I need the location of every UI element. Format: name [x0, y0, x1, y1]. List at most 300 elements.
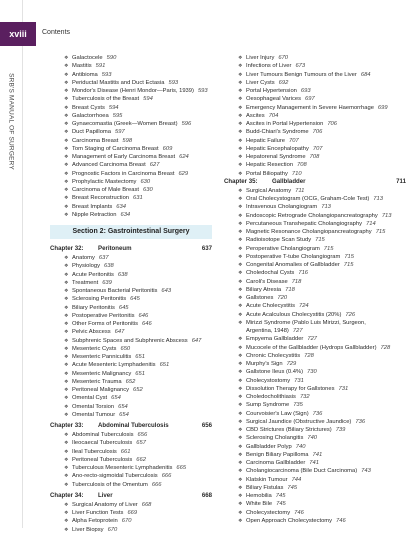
toc-entry-label	[72, 337, 201, 345]
toc-entry-title: White Bile	[246, 501, 273, 508]
toc-entry-title: Empyema Gallbladder	[246, 336, 304, 343]
toc-entry[interactable]	[50, 279, 212, 287]
toc-entry-page: 693	[300, 88, 311, 94]
diamond-bullet-icon: ❖	[238, 394, 243, 400]
diamond-bullet-icon: ❖	[64, 345, 69, 352]
toc-entry-page: 746	[336, 517, 346, 524]
toc-entry-title: Open Approach Cholecystectomy	[246, 517, 333, 524]
toc-entry[interactable]	[224, 261, 406, 269]
toc-entry-title: Peritoneal Malignancy	[72, 387, 130, 393]
toc-entry-page: 715	[375, 229, 386, 235]
toc-entry[interactable]	[224, 335, 406, 343]
toc-entry[interactable]	[224, 71, 406, 79]
toc-entry-title: Oral Cholecystogram (OCG, Graham-Cole Test)	[246, 196, 370, 202]
toc-entry-page: 630	[140, 178, 151, 185]
diamond-bullet-icon: ❖	[238, 96, 243, 103]
toc-entry-page: 724	[298, 303, 309, 310]
toc-entry[interactable]	[224, 319, 406, 327]
toc-entry[interactable]	[50, 170, 212, 178]
toc-entry[interactable]	[224, 344, 406, 352]
toc-entry-label	[72, 472, 171, 480]
toc-entry-page: 711	[295, 187, 305, 194]
toc-entry-title: Endoscopic Retrograde Cholangiopancreatography	[246, 212, 378, 219]
toc-entry-label	[246, 137, 299, 145]
toc-entry[interactable]	[224, 302, 406, 310]
toc-entry-page: 657	[136, 440, 146, 447]
toc-entry[interactable]	[224, 484, 406, 492]
toc-entry-title: Carcinoma Breast	[72, 137, 119, 144]
toc-entry-title: Ascites	[246, 112, 265, 119]
toc-entry-title: Acute Acalculous Cholecystitis (20%)	[246, 311, 342, 318]
toc-entry[interactable]	[224, 509, 406, 517]
toc-entry-title: Mucocele of the Gallbladder (Hydrops Gallbladder)	[246, 344, 377, 351]
chapter-title: Peritoneum	[98, 245, 132, 252]
toc-entry[interactable]	[50, 320, 212, 328]
diamond-bullet-icon: ❖	[238, 501, 243, 508]
toc-entry[interactable]	[224, 311, 406, 319]
toc-entry-title: Magnetic Resonance Cholangiopancreatography	[246, 229, 372, 235]
toc-entry[interactable]	[224, 327, 406, 335]
toc-entry[interactable]	[224, 153, 406, 161]
diamond-bullet-icon: ❖	[64, 288, 69, 294]
toc-entry[interactable]	[50, 411, 212, 419]
toc-entry[interactable]	[50, 120, 212, 128]
diamond-bullet-icon: ❖	[238, 187, 243, 194]
chapter-title: Liver	[98, 491, 113, 499]
toc-entry-label	[246, 228, 385, 236]
toc-entry[interactable]	[224, 228, 406, 236]
toc-entry-title: Cholecystectomy	[246, 509, 291, 516]
toc-entry[interactable]	[224, 426, 406, 434]
toc-entry[interactable]	[50, 378, 212, 386]
toc-entry[interactable]	[50, 370, 212, 378]
toc-entry-page: 651	[135, 354, 145, 360]
toc-entry-title: Liver Injury	[246, 55, 275, 61]
toc-entry-title: Biliary Atresia	[246, 286, 282, 293]
toc-entry-label	[246, 95, 315, 103]
toc-entry-title: Omental Cyst	[72, 395, 108, 402]
toc-entry[interactable]	[224, 220, 406, 228]
toc-entry[interactable]	[50, 104, 212, 112]
diamond-bullet-icon: ❖	[238, 220, 243, 227]
toc-entry-page: 596	[181, 121, 192, 127]
diamond-bullet-icon: ❖	[64, 79, 69, 86]
toc-entry-page: 728	[304, 352, 314, 359]
toc-entry-page: 662	[136, 456, 146, 463]
toc-entry-title: Caroli's Disease	[246, 278, 288, 285]
toc-entry-title: Breast Reconstruction	[72, 195, 130, 202]
toc-entry[interactable]	[50, 153, 212, 161]
toc-entry-label	[246, 500, 286, 508]
diamond-bullet-icon: ❖	[64, 178, 69, 185]
toc-entry-page: 726	[345, 311, 356, 318]
toc-entry-title: Mirizzi Syndrome (Pablo Luis Mirizzi, Surgeon,	[246, 319, 366, 326]
toc-entry-page: 629	[178, 170, 189, 177]
diamond-bullet-icon: ❖	[64, 387, 69, 393]
diamond-bullet-icon: ❖	[64, 211, 69, 218]
toc-entry[interactable]	[224, 145, 406, 153]
chapter-label: Chapter 34:	[50, 491, 84, 499]
toc-entry-page: 624	[179, 154, 189, 160]
toc-entry[interactable]	[224, 368, 406, 376]
toc-entry[interactable]	[50, 526, 212, 534]
toc-entry[interactable]	[224, 236, 406, 244]
toc-entry-label	[72, 481, 162, 489]
toc-entry[interactable]	[50, 87, 212, 95]
toc-entry-page: 631	[133, 195, 143, 202]
toc-entry-label	[246, 434, 317, 442]
diamond-bullet-icon: ❖	[64, 312, 69, 319]
chapter-heading[interactable]	[50, 245, 212, 254]
diamond-bullet-icon: ❖	[238, 361, 243, 367]
diamond-bullet-icon: ❖	[64, 370, 69, 377]
toc-entry[interactable]	[224, 278, 406, 286]
toc-entry-title: Portal Hypertension	[246, 88, 297, 94]
toc-entry-title: Murphy's Sign	[246, 361, 283, 367]
toc-entry[interactable]	[50, 178, 212, 186]
toc-entry-title: Peroperative Cholangiogram	[246, 245, 320, 252]
toc-entry-label	[246, 360, 296, 368]
diamond-bullet-icon: ❖	[238, 377, 243, 384]
diamond-bullet-icon: ❖	[64, 329, 69, 336]
diamond-bullet-icon: ❖	[64, 121, 69, 127]
toc-entry-label	[72, 95, 153, 103]
toc-entry[interactable]	[50, 481, 212, 489]
toc-entry-title: Liver Cysts	[246, 79, 275, 86]
toc-entry[interactable]	[50, 145, 212, 153]
diamond-bullet-icon: ❖	[64, 104, 69, 111]
toc-entry-page: 731	[294, 377, 304, 384]
diamond-bullet-icon: ❖	[238, 435, 243, 442]
toc-entry[interactable]	[224, 79, 406, 87]
diamond-bullet-icon: ❖	[64, 510, 69, 516]
diamond-bullet-icon: ❖	[238, 295, 243, 301]
toc-entry[interactable]	[50, 312, 212, 320]
toc-entry[interactable]	[224, 401, 406, 409]
toc-entry-title: Postoperative Peritonitis	[72, 312, 135, 319]
toc-entry-label	[246, 467, 371, 475]
toc-entry[interactable]	[50, 345, 212, 353]
toc-entry[interactable]	[50, 439, 212, 447]
spine-book-title: SRB'S MANUAL OF SURGERY	[7, 73, 15, 170]
toc-entry-page: 634	[116, 203, 126, 210]
toc-entry[interactable]	[224, 443, 406, 451]
toc-entry-label	[246, 153, 319, 161]
toc-entry[interactable]	[224, 95, 406, 103]
toc-entry-label	[72, 271, 128, 279]
toc-entry[interactable]	[224, 418, 406, 426]
diamond-bullet-icon: ❖	[64, 321, 69, 327]
diamond-bullet-icon: ❖	[238, 170, 243, 177]
toc-entry-title: Pelvic Abscess	[72, 329, 111, 336]
toc-entry[interactable]	[50, 262, 212, 270]
toc-entry[interactable]	[50, 194, 212, 202]
toc-entry[interactable]	[224, 54, 406, 62]
toc-entry-title: Oesophageal Varices	[246, 96, 301, 103]
toc-entry[interactable]	[224, 62, 406, 70]
toc-entry-page: 713	[381, 212, 392, 219]
diamond-bullet-icon: ❖	[238, 196, 243, 202]
diamond-bullet-icon: ❖	[64, 170, 69, 177]
toc-entry-page: 591	[95, 63, 106, 70]
toc-entry[interactable]	[50, 161, 212, 169]
toc-entry[interactable]	[224, 87, 406, 95]
toc-entry[interactable]	[50, 464, 212, 472]
toc-entry[interactable]	[224, 476, 406, 484]
toc-entry[interactable]	[50, 448, 212, 456]
toc-entry-title: Tom Staging of Carcinoma Breast	[72, 145, 159, 152]
toc-entry-page: 639	[102, 279, 112, 286]
toc-entry-title: Prophylactic Mastectomy	[72, 178, 137, 185]
toc-entry-page: 654	[118, 403, 128, 410]
toc-entry-page: 716	[298, 270, 309, 277]
toc-entry-label	[72, 262, 114, 270]
toc-entry-title: Carcinoma Gallbladder	[246, 460, 306, 466]
toc-entry-page: 715	[315, 237, 325, 244]
toc-entry[interactable]	[50, 271, 212, 279]
toc-entry[interactable]	[50, 509, 212, 517]
toc-entry[interactable]	[224, 467, 406, 475]
toc-entry[interactable]	[224, 203, 406, 211]
toc-entry[interactable]	[224, 170, 406, 178]
toc-entry-label	[246, 128, 322, 136]
diamond-bullet-icon: ❖	[64, 411, 69, 418]
toc-entry[interactable]	[224, 245, 406, 253]
toc-entry[interactable]	[224, 410, 406, 418]
chapter-title: Abdominal Tuberculosis	[98, 422, 169, 429]
toc-entry-label	[246, 112, 278, 120]
toc-entry[interactable]	[50, 71, 212, 79]
toc-entry-label	[72, 411, 129, 419]
toc-entry-page: 741	[309, 460, 319, 466]
toc-entry[interactable]	[224, 517, 406, 525]
toc-entry-title: Postoperative T-tube Cholangiogram	[246, 253, 341, 260]
toc-entry-page: 593	[101, 71, 112, 78]
toc-entry[interactable]	[50, 431, 212, 439]
toc-entry[interactable]	[50, 501, 212, 509]
toc-entry-title: Mesenteric Trauma	[72, 378, 122, 385]
toc-entry[interactable]	[224, 360, 406, 368]
toc-entry-label	[72, 112, 122, 120]
toc-entry-label	[246, 54, 288, 62]
toc-entry-title: Sclerosing Peritonitis	[72, 296, 127, 303]
diamond-bullet-icon: ❖	[64, 456, 69, 463]
toc-entry-label	[246, 476, 301, 484]
diamond-bullet-icon: ❖	[238, 104, 243, 111]
toc-entry-page: 745	[287, 484, 298, 491]
toc-entry-label	[72, 439, 146, 447]
toc-entry[interactable]	[224, 112, 406, 120]
toc-entry-page: 669	[127, 510, 138, 516]
toc-entry[interactable]	[50, 287, 212, 295]
toc-entry[interactable]	[50, 394, 212, 402]
toc-entry-label	[72, 517, 131, 525]
toc-entry-page: 731	[338, 385, 349, 392]
chapter-heading[interactable]	[224, 178, 406, 187]
chapter-label: Chapter 33:	[50, 422, 84, 429]
toc-entry-label	[246, 327, 303, 335]
toc-entry-title: Infections of Liver	[246, 63, 292, 70]
toc-entry[interactable]	[224, 492, 406, 500]
toc-entry-page: 598	[122, 137, 133, 144]
toc-entry-page: 744	[291, 476, 302, 483]
toc-entry[interactable]	[50, 54, 212, 62]
toc-entry[interactable]	[224, 434, 406, 442]
toc-entry[interactable]	[224, 128, 406, 136]
toc-entry[interactable]	[224, 500, 406, 508]
right-column	[224, 54, 406, 525]
diamond-bullet-icon: ❖	[64, 432, 69, 438]
chapter-heading[interactable]	[50, 422, 212, 431]
toc-entry[interactable]	[50, 517, 212, 525]
toc-entry[interactable]	[50, 386, 212, 394]
toc-entry-label	[246, 79, 288, 87]
diamond-bullet-icon: ❖	[64, 518, 69, 525]
toc-entry[interactable]	[224, 187, 406, 195]
toc-entry-page: 661	[120, 448, 131, 455]
diamond-bullet-icon: ❖	[64, 55, 69, 61]
diamond-bullet-icon: ❖	[64, 112, 69, 119]
toc-entry-label	[72, 386, 143, 394]
toc-entry-page: 718	[285, 286, 295, 293]
toc-entry-title: CBD Strictures (Biliary Strictures)	[246, 427, 332, 433]
toc-entry[interactable]	[50, 361, 212, 369]
diamond-bullet-icon: ❖	[64, 440, 69, 447]
toc-entry[interactable]	[50, 186, 212, 194]
toc-entry-title: Mesenteric Malignancy	[72, 370, 132, 377]
toc-entry-page: 637	[98, 255, 109, 261]
toc-entry-label	[72, 203, 126, 211]
toc-entry[interactable]	[224, 377, 406, 385]
toc-entry[interactable]	[50, 254, 212, 262]
toc-entry-page: 715	[343, 262, 354, 268]
toc-entry[interactable]	[224, 451, 406, 459]
toc-entry-label	[72, 87, 208, 95]
toc-entry[interactable]	[50, 203, 212, 211]
toc-entry-page: 673	[295, 63, 306, 70]
diamond-bullet-icon: ❖	[238, 129, 243, 136]
toc-entry-page: 593	[168, 79, 179, 86]
toc-entry-label	[246, 278, 301, 286]
toc-entry[interactable]	[50, 79, 212, 87]
toc-entry[interactable]	[50, 328, 212, 336]
toc-entry-label	[72, 104, 119, 112]
toc-entry-title: Biliary Fistulas	[246, 484, 284, 491]
toc-entry-title: Other Forms of Peritonitis	[72, 321, 139, 327]
toc-entry[interactable]	[224, 104, 406, 112]
toc-entry-page: 638	[104, 263, 114, 270]
toc-entry-page: 692	[278, 79, 289, 86]
toc-entry[interactable]	[224, 459, 406, 467]
diamond-bullet-icon: ❖	[238, 493, 243, 499]
toc-entry[interactable]	[224, 269, 406, 277]
toc-entry-page: 746	[294, 509, 304, 516]
diamond-bullet-icon: ❖	[238, 245, 243, 252]
toc-entry[interactable]	[224, 161, 406, 169]
toc-entry[interactable]	[224, 195, 406, 203]
diamond-bullet-icon: ❖	[238, 63, 243, 70]
toc-entry[interactable]	[224, 212, 406, 220]
toc-entry[interactable]	[50, 112, 212, 120]
toc-entry[interactable]	[224, 352, 406, 360]
toc-entry-title: Ascites in Portal Hypertension	[246, 121, 324, 127]
toc-entry-title: Portal Biliopathy	[246, 170, 288, 177]
toc-entry-label	[246, 451, 322, 459]
toc-entry[interactable]	[224, 294, 406, 302]
diamond-bullet-icon: ❖	[238, 344, 243, 351]
toc-entry-title: Tuberculosis of the Omentum	[72, 481, 148, 488]
toc-entry[interactable]	[50, 403, 212, 411]
diamond-bullet-icon: ❖	[238, 468, 243, 475]
toc-entry-label	[72, 345, 130, 353]
toc-entry[interactable]	[224, 253, 406, 261]
toc-entry-page: 650	[120, 345, 131, 352]
toc-entry-label	[72, 370, 145, 378]
toc-entry[interactable]	[50, 456, 212, 464]
toc-entry-label	[72, 353, 145, 361]
toc-entry-title: Mastitis	[72, 63, 92, 70]
toc-entry[interactable]	[50, 353, 212, 361]
toc-entry[interactable]	[50, 472, 212, 480]
toc-entry[interactable]	[224, 385, 406, 393]
toc-entry-label	[72, 304, 129, 312]
toc-entry-page: 651	[159, 362, 170, 369]
toc-entry[interactable]	[224, 120, 406, 128]
toc-entry-label	[72, 448, 130, 456]
toc-entry[interactable]	[50, 211, 212, 219]
toc-entry-page: 739	[335, 427, 346, 433]
toc-entry[interactable]	[50, 304, 212, 312]
toc-entry[interactable]	[50, 128, 212, 136]
chapter-heading[interactable]	[50, 492, 212, 501]
toc-entry-title: Benign Biliary Papilloma	[246, 451, 309, 458]
toc-entry-title: Gallstones	[246, 295, 274, 301]
diamond-bullet-icon: ❖	[238, 476, 243, 483]
toc-entry[interactable]	[50, 62, 212, 70]
diamond-bullet-icon: ❖	[64, 395, 69, 402]
diamond-bullet-icon: ❖	[64, 71, 69, 78]
toc-entry[interactable]	[224, 393, 406, 401]
toc-entry-page: 715	[323, 245, 334, 252]
diamond-bullet-icon: ❖	[238, 112, 243, 119]
toc-entry-title: Surgical Anatomy of Liver	[72, 501, 138, 508]
toc-entry-title: Management of Early Carcinoma Breast	[72, 154, 176, 160]
toc-entry-page: 645	[130, 296, 140, 303]
toc-entry[interactable]	[50, 95, 212, 103]
toc-entry[interactable]	[224, 286, 406, 294]
toc-entry-page: 743	[361, 468, 371, 475]
diamond-bullet-icon: ❖	[64, 362, 69, 369]
toc-entry-label	[246, 459, 319, 467]
toc-entry[interactable]	[50, 295, 212, 303]
toc-entry[interactable]	[50, 337, 212, 345]
toc-entry-title: Hepatic Encephalopathy	[246, 145, 309, 152]
toc-entry[interactable]	[224, 137, 406, 145]
toc-entry-label	[246, 509, 304, 517]
diamond-bullet-icon: ❖	[64, 145, 69, 152]
toc-entry[interactable]	[50, 137, 212, 145]
diamond-bullet-icon: ❖	[64, 88, 69, 94]
toc-entry-title: Liver Function Tests	[72, 510, 124, 516]
toc-entry-label	[72, 312, 148, 320]
toc-entry-label	[72, 295, 140, 303]
toc-entry-label	[246, 352, 314, 360]
toc-entry-title: Hepatorenal Syndrome	[246, 154, 306, 160]
diamond-bullet-icon: ❖	[64, 526, 69, 533]
toc-entry-title: Tuberculosis of the Breast	[72, 96, 140, 103]
toc-entry-title: Percutaneous Transhepatic Cholangiography	[246, 220, 363, 227]
toc-entry-title: Prognostic Factors in Carcinoma Breast	[72, 170, 175, 177]
